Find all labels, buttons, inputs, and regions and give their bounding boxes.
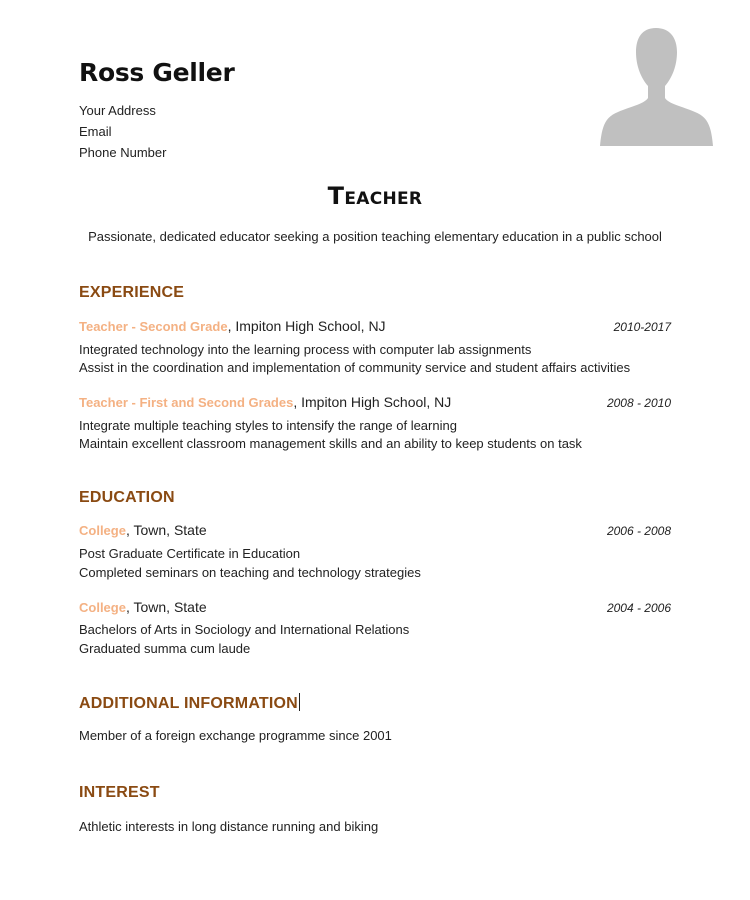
education-1-dates: 2006 - 2008 <box>606 524 671 538</box>
additional-info-heading[interactable] <box>79 693 300 713</box>
education-2-dates: 2004 - 2006 <box>606 601 671 615</box>
additional-info-heading-text: ADDITIONAL INFORMATION <box>79 695 298 712</box>
experience-1-role: Teacher - Second Grade <box>79 319 228 334</box>
education-1-place: , Town, State <box>125 522 207 538</box>
education-entry-2-header[interactable] <box>79 599 671 615</box>
interest-heading[interactable]: INTEREST <box>79 784 160 801</box>
education-2-school: College <box>79 600 126 615</box>
experience-entry-1-header[interactable] <box>79 318 671 334</box>
education-2-line-1[interactable]: Bachelors of Arts in Sociology and International Relations <box>79 622 410 637</box>
experience-2-line-2[interactable]: Maintain excellent classroom management skills and an ability to keep students on task <box>79 436 582 451</box>
summary-text[interactable]: Passionate, dedicated educator seeking a position teaching elementary education in a public school <box>88 229 662 244</box>
person-silhouette-icon[interactable] <box>598 26 715 146</box>
experience-1-place: , Impiton High School, NJ <box>227 318 386 334</box>
job-title-initial: T <box>327 182 345 210</box>
experience-2-dates: 2008 - 2010 <box>606 396 671 410</box>
interest-text[interactable]: Athletic interests in long distance running and biking <box>79 819 379 834</box>
experience-1-line-1[interactable]: Integrated technology into the learning process with computer lab assignments <box>79 342 532 357</box>
phone-text[interactable]: Phone Number <box>79 145 167 160</box>
email-text[interactable]: Email <box>79 124 112 139</box>
experience-2-role: Teacher - First and Second Grades <box>79 395 294 410</box>
job-title-rest: EACHER <box>344 189 423 209</box>
experience-1-line-2[interactable]: Assist in the coordination and implementation of community service and student affairs activities <box>79 360 631 375</box>
experience-2-line-1[interactable]: Integrate multiple teaching styles to intensify the range of learning <box>79 418 457 433</box>
experience-2-place: , Impiton High School, NJ <box>293 394 452 410</box>
person-name[interactable]: Ross Geller <box>79 58 235 87</box>
education-1-line-1[interactable]: Post Graduate Certificate in Education <box>79 546 301 561</box>
experience-1-dates: 2010-2017 <box>613 320 671 334</box>
text-cursor <box>299 693 300 711</box>
experience-entry-2-header[interactable] <box>79 394 671 410</box>
education-entry-1-header[interactable] <box>79 522 671 538</box>
address-text[interactable]: Your Address <box>79 103 156 118</box>
education-2-line-2[interactable]: Graduated summa cum laude <box>79 641 251 656</box>
experience-heading[interactable]: EXPERIENCE <box>79 284 185 301</box>
additional-info-text[interactable]: Member of a foreign exchange programme since 2001 <box>79 728 392 743</box>
education-heading[interactable]: EDUCATION <box>79 489 175 506</box>
education-2-place: , Town, State <box>125 599 207 615</box>
education-1-line-2[interactable]: Completed seminars on teaching and technology strategies <box>79 565 421 580</box>
job-title <box>0 182 750 210</box>
education-1-school: College <box>79 523 126 538</box>
